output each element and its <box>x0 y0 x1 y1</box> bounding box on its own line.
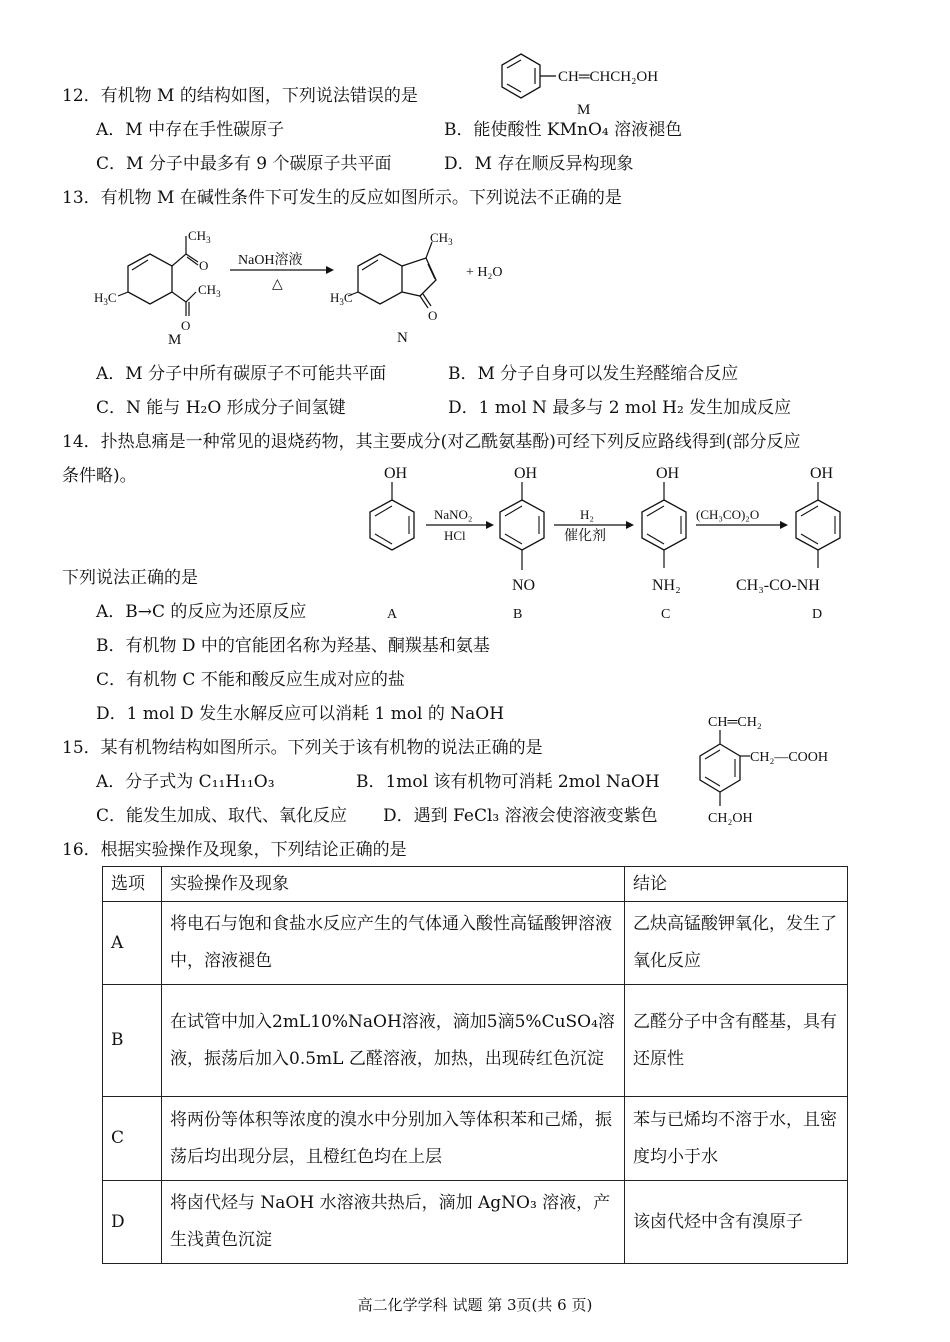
q12-option-d: D．M 存在顺反异构现象 <box>444 154 634 174</box>
q14-label-c: C <box>661 607 671 622</box>
q13-option-d: D．1 mol N 最多与 2 mol H₂ 发生加成反应 <box>448 398 792 418</box>
q14-option-c: C．有机物 C 不能和酸反应生成对应的盐 <box>96 670 405 690</box>
q13-reagent: NaOH溶液 <box>238 253 303 268</box>
q12-stem: 12．有机物 M 的结构如图，下列说法错误的是 <box>62 86 418 106</box>
q14-sub-b-no: NO <box>512 577 536 594</box>
q15-option-c: C．能发生加成、取代、氧化反应 <box>96 806 348 826</box>
q14-label-d: D <box>812 607 823 622</box>
page-footer: 高二化学学科 试题 第 3页(共 6 页) <box>357 1296 593 1314</box>
q14-sub-a-oh: OH <box>384 465 408 482</box>
row-option: B <box>103 985 162 1097</box>
q14-sub-d-acetamido: CH₃-CO-NH <box>736 577 820 594</box>
table-row <box>103 902 848 985</box>
q15-stem: 15．某有机物结构如图所示。下列关于该有机物的说法正确的是 <box>62 738 543 758</box>
q14-stem-line2: 条件略)。 <box>62 466 137 486</box>
q14-option-d: D．1 mol D 发生水解反应可以消耗 1 mol 的 NaOH <box>96 704 505 724</box>
q13-option-b: B．M 分子自身可以发生羟醛缩合反应 <box>448 364 739 384</box>
q14-sub-b-oh: OH <box>514 465 538 482</box>
q12-structure-label: M <box>577 102 591 118</box>
svg-text:CH3: $CH_3$ <box>430 230 453 247</box>
q15-vinyl: CH═CH₂ <box>708 715 762 730</box>
row-operation: 将卤代烃与 NaOH 水溶液共热后，滴加 AgNO₃ 溶液，产生浅黄色沉淀 <box>162 1181 625 1264</box>
q13-stem: 13．有机物 M 在碱性条件下可发生的反应如图所示。下列说法不正确的是 <box>62 188 622 208</box>
svg-text:H3C: $H_3C$ <box>94 290 117 307</box>
q15-option-a: A．分子式为 C₁₁H₁₁O₃ <box>96 772 275 792</box>
q14-reaction-route <box>356 462 856 622</box>
q13-label-n: N <box>397 330 408 346</box>
q16-stem: 16．根据实验操作及现象，下列结论正确的是 <box>62 840 407 860</box>
header-conclusion: 结论 <box>625 867 848 902</box>
row-operation: 将两份等体积等浓度的溴水中分别加入等体积苯和己烯，振荡后均出现分层，且橙红色均在上层 <box>162 1097 625 1181</box>
q14-reagent-ac2o: (CH₃CO)₂O <box>696 507 760 522</box>
table-header-row <box>103 867 848 902</box>
q14-option-a: A．B→C 的反应为还原反应 <box>96 602 307 622</box>
q14-sub-c-nh2: NH₂ <box>652 577 681 594</box>
q14-label-a: A <box>387 607 398 622</box>
q15-hydroxymethyl: CH₂OH <box>708 811 753 826</box>
q14-reagent-hcl: HCl <box>444 528 466 543</box>
q13-reaction-scheme <box>90 224 530 348</box>
q13-byproduct: + H₂O <box>466 265 503 280</box>
row-conclusion: 乙炔高锰酸钾氧化，发生了氧化反应 <box>625 902 848 985</box>
row-operation: 将电石与饱和食盐水反应产生的气体通入酸性高锰酸钾溶液中，溶液褪色 <box>162 902 625 985</box>
row-conclusion: 乙醛分子中含有醛基，具有还原性 <box>625 985 848 1097</box>
q14-reagent-h2: H₂ <box>580 507 594 522</box>
q13-condition: △ <box>272 277 283 292</box>
q14-sub-c-oh: OH <box>656 465 680 482</box>
q12-option-a: A．M 中存在手性碳原子 <box>96 120 285 140</box>
q13-option-c: C．N 能与 H₂O 形成分子间氢键 <box>96 398 346 418</box>
table-row <box>103 1097 848 1181</box>
q14-sub-d-oh: OH <box>810 465 834 482</box>
row-option: C <box>103 1097 162 1181</box>
q14-label-b: B <box>513 607 523 622</box>
q14-option-b: B．有机物 D 中的官能团名称为羟基、酮羰基和氨基 <box>96 636 490 656</box>
svg-text:O: O <box>181 318 191 333</box>
q12-option-b: B．能使酸性 KMnO₄ 溶液褪色 <box>444 120 683 140</box>
svg-text:H3C: $H_3C$ <box>330 290 353 307</box>
svg-text:O: O <box>199 258 209 273</box>
q15-acetic: CH₂—COOH <box>750 750 828 765</box>
svg-text:CH3: $CH_3$ <box>188 228 211 245</box>
header-operation: 实验操作及现象 <box>162 867 625 902</box>
row-operation: 在试管中加入2mL10%NaOH溶液，滴加5滴5%CuSO₄溶液，振荡后加入0.5mL 乙醛溶液，加热，出现砖红色沉淀 <box>162 985 625 1097</box>
table-row <box>103 985 848 1097</box>
header-option: 选项 <box>103 867 162 902</box>
q14-prompt: 下列说法正确的是 <box>62 568 198 588</box>
q12-structure-text: CH═CHCH₂OH <box>558 69 659 85</box>
q14-stem-line1: 14．扑热息痛是一种常见的退烧药物，其主要成分(对乙酰氨基酚)可经下列反应路线得到(部分反应 <box>62 432 801 452</box>
q15-structure <box>690 708 890 838</box>
row-conclusion: 苯与已烯均不溶于水，且密度均小于水 <box>625 1097 848 1181</box>
q15-option-d: D．遇到 FeCl₃ 溶液会使溶液变紫色 <box>383 806 658 826</box>
q12-structure-m <box>496 48 686 118</box>
svg-text:O: O <box>428 308 438 323</box>
q12-option-c: C．M 分子中最多有 9 个碳原子共平面 <box>96 154 392 174</box>
row-conclusion: 该卤代烃中含有溴原子 <box>625 1181 848 1264</box>
q14-reagent-nano2: NaNO₂ <box>434 507 473 522</box>
q16-table <box>102 866 848 1264</box>
svg-text:CH3: $CH_3$ <box>198 282 221 299</box>
q14-reagent-catalyst: 催化剂 <box>564 529 606 544</box>
table-row <box>103 1181 848 1264</box>
q13-label-m: M <box>168 332 182 348</box>
row-option: D <box>103 1181 162 1264</box>
q13-option-a: A．M 分子中所有碳原子不可能共平面 <box>96 364 387 384</box>
q15-option-b: B．1mol 该有机物可消耗 2mol NaOH <box>356 772 660 792</box>
row-option: A <box>103 902 162 985</box>
